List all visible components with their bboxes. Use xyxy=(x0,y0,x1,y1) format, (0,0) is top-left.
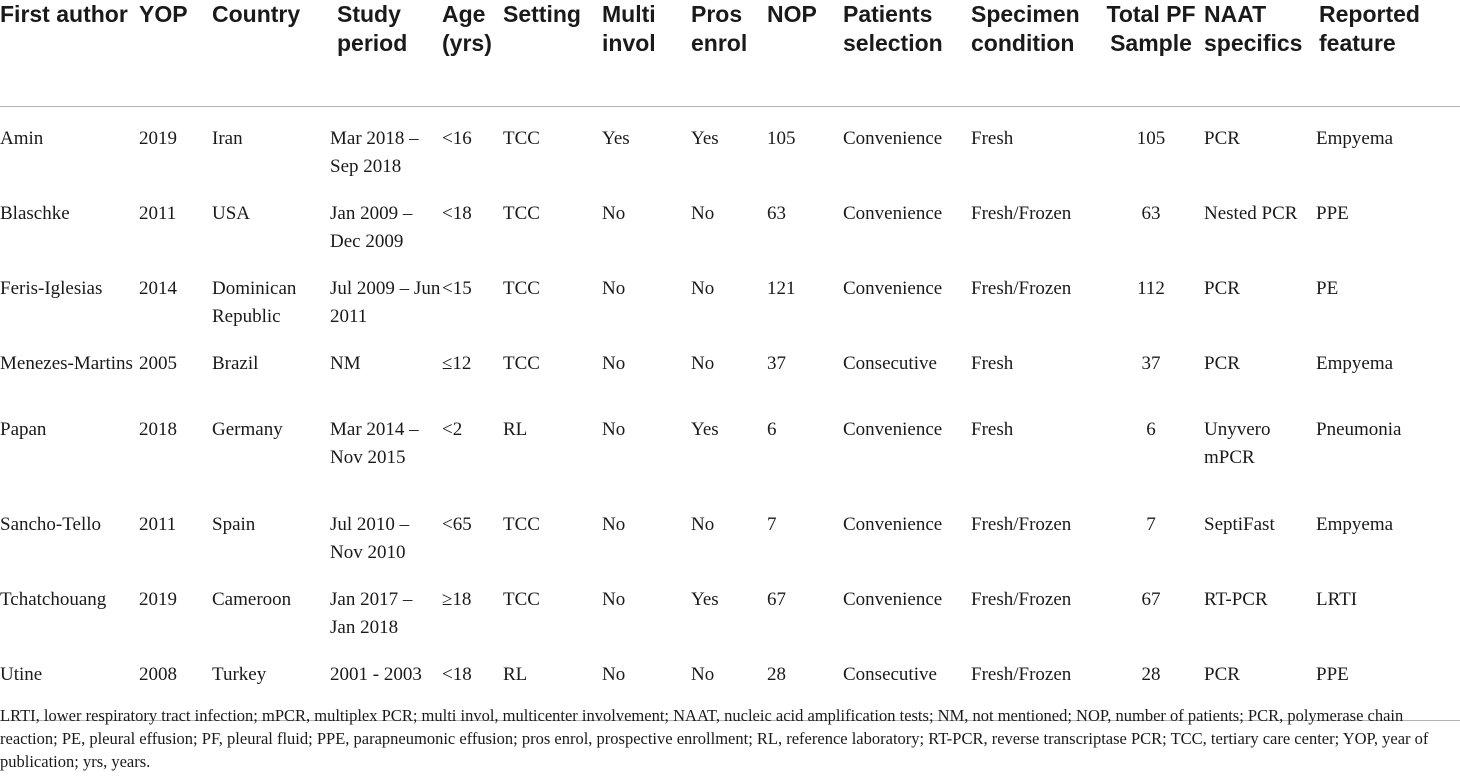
header-naat-specifics: NAAT specifics xyxy=(1204,0,1316,106)
cell-multi-invol: No xyxy=(602,202,626,224)
cell-age: <18 xyxy=(442,202,472,224)
cell-reported-feature: PE xyxy=(1316,277,1339,299)
cell-naat-specifics: PCR xyxy=(1204,277,1240,299)
cell-setting: TCC xyxy=(503,588,540,610)
cell-total-pf-sample: 28 xyxy=(1098,643,1204,721)
cell-reported-feature: LRTI xyxy=(1316,588,1358,610)
header-reported-feature: Reported feature xyxy=(1316,0,1460,106)
cell-yop: 2014 xyxy=(139,277,177,299)
cell-setting: TCC xyxy=(503,202,540,224)
cell-age: <2 xyxy=(442,418,463,440)
cell-yop: 2011 xyxy=(139,513,177,535)
header-setting: Setting xyxy=(503,0,602,106)
table-row xyxy=(0,398,1460,493)
header-country: Country xyxy=(212,0,330,106)
header-patients-selection: Patients selection xyxy=(843,0,971,106)
cell-specimen-condition: Fresh/Frozen xyxy=(971,513,1072,535)
cell-multi-invol: No xyxy=(602,277,626,299)
cell-yop: 2019 xyxy=(139,127,177,149)
cell-total-pf-sample: 63 xyxy=(1141,202,1161,224)
cell-nop: 105 xyxy=(767,127,796,149)
cell-patients-selection: Convenience xyxy=(843,588,943,610)
cell-multi-invol: No xyxy=(602,643,691,721)
cell-naat-specifics: SeptiFast xyxy=(1204,513,1275,535)
cell-reported-feature: Empyema xyxy=(1316,127,1394,149)
cell-country: Turkey xyxy=(212,643,330,721)
cell-study-period: Mar 2018 – Sep 2018 xyxy=(330,127,419,177)
cell-multi-invol: No xyxy=(602,588,626,610)
header-first-author: First author xyxy=(0,0,139,106)
cell-multi-invol: Yes xyxy=(602,127,630,149)
cell-yop: 2019 xyxy=(139,588,177,610)
cell-naat-specifics: RT-PCR xyxy=(1204,588,1268,610)
header-age: Age (yrs) xyxy=(442,0,503,106)
cell-pros-enrol: No xyxy=(691,202,715,224)
cell-setting: TCC xyxy=(503,352,540,374)
cell-patients-selection: Consecutive xyxy=(843,643,971,721)
cell-study-period: Jan 2009 – Dec 2009 xyxy=(330,202,413,252)
cell-total-pf-sample: 67 xyxy=(1141,588,1161,610)
cell-reported-feature: PPE xyxy=(1316,643,1460,721)
cell-reported-feature: Empyema xyxy=(1316,352,1394,374)
header-yop: YOP xyxy=(139,0,212,106)
header-total-pf-sample: Total PF Sample xyxy=(1098,0,1204,106)
cell-specimen-condition: Fresh/Frozen xyxy=(971,643,1098,721)
cell-setting: TCC xyxy=(503,513,540,535)
cell-total-pf-sample: 37 xyxy=(1141,352,1161,374)
cell-nop: 7 xyxy=(767,513,777,535)
cell-total-pf-sample: 105 xyxy=(1136,127,1166,149)
header-multi-invol: Multi invol xyxy=(602,0,691,106)
table-row xyxy=(0,257,1460,332)
cell-multi-invol: No xyxy=(602,352,626,374)
cell-pros-enrol: Yes xyxy=(691,418,719,440)
cell-patients-selection: Convenience xyxy=(843,513,943,535)
cell-country: Brazil xyxy=(212,352,259,374)
cell-naat-specifics: PCR xyxy=(1204,352,1240,374)
cell-first-author: Feris-Iglesias xyxy=(0,277,103,299)
cell-age: <65 xyxy=(442,513,472,535)
table-row xyxy=(0,182,1460,257)
header-pros-enrol: Pros enrol xyxy=(691,0,767,106)
cell-first-author: Tchatchouang xyxy=(0,588,107,610)
cell-country: Spain xyxy=(212,513,256,535)
cell-nop: 63 xyxy=(767,202,786,224)
cell-study-period: Jul 2009 – Jun 2011 xyxy=(330,277,441,327)
table-row xyxy=(0,332,1460,398)
cell-pros-enrol: No xyxy=(691,643,767,721)
cell-patients-selection: Convenience xyxy=(843,277,943,299)
header-nop: NOP xyxy=(767,0,843,106)
cell-first-author: Utine xyxy=(0,643,139,721)
cell-country: Dominican Republic xyxy=(212,277,297,327)
cell-reported-feature: PPE xyxy=(1316,202,1349,224)
cell-country: Cameroon xyxy=(212,588,292,610)
cell-nop: 67 xyxy=(767,588,786,610)
cell-total-pf-sample: 6 xyxy=(1146,418,1156,440)
cell-pros-enrol: Yes xyxy=(691,588,719,610)
cell-pros-enrol: No xyxy=(691,352,715,374)
cell-first-author: Menezes-Martins xyxy=(0,352,133,374)
cell-reported-feature: Pneumonia xyxy=(1316,418,1402,440)
cell-nop: 28 xyxy=(767,643,843,721)
table-row xyxy=(0,568,1460,643)
cell-country: USA xyxy=(212,202,251,224)
cell-patients-selection: Convenience xyxy=(843,127,943,149)
table-row xyxy=(0,106,1460,182)
cell-first-author: Blaschke xyxy=(0,202,70,224)
cell-yop: 2005 xyxy=(139,352,177,374)
cell-study-period: Jan 2017 – Jan 2018 xyxy=(330,588,413,638)
cell-specimen-condition: Fresh xyxy=(971,418,1014,440)
cell-country: Iran xyxy=(212,127,243,149)
cell-specimen-condition: Fresh xyxy=(971,352,1014,374)
cell-study-period: 2001 - 2003 xyxy=(330,643,442,721)
cell-specimen-condition: Fresh/Frozen xyxy=(971,202,1072,224)
cell-age: <18 xyxy=(442,643,503,721)
table-row xyxy=(0,493,1460,568)
cell-pros-enrol: Yes xyxy=(691,127,719,149)
cell-first-author: Papan xyxy=(0,418,47,440)
cell-naat-specifics: PCR xyxy=(1204,643,1316,721)
header-row xyxy=(0,0,1460,106)
cell-pros-enrol: No xyxy=(691,513,715,535)
cell-age: <16 xyxy=(442,127,472,149)
cell-age: ≤12 xyxy=(442,352,472,374)
table-footnote: LRTI, lower respiratory tract infection; mPCR, multiplex PCR; multi invol, multicenter involvement; NAAT, nucleic acid amplification tests; NM, not mentioned; NOP, number of patients; PCR, polymerase chain reaction; PE, pleural effusion; PF, pleural fluid; PPE, parapneumonic effusion; pros enrol, prospective enrollment; RL, reference laboratory; RT-PCR, reverse transcriptase PCR; TCC, tertiary care center; YOP, year of publication; yrs, years. xyxy=(0,706,1429,771)
cell-naat-specifics: Nested PCR xyxy=(1204,202,1298,224)
cell-multi-invol: No xyxy=(602,418,626,440)
cell-age: ≥18 xyxy=(442,588,472,610)
cell-first-author: Amin xyxy=(0,127,44,149)
cell-nop: 6 xyxy=(767,418,777,440)
cell-yop: 2008 xyxy=(139,643,212,721)
cell-specimen-condition: Fresh xyxy=(971,127,1014,149)
cell-yop: 2011 xyxy=(139,202,177,224)
cell-setting: TCC xyxy=(503,277,540,299)
cell-total-pf-sample: 112 xyxy=(1137,277,1165,299)
header-specimen-condition: Specimen condition xyxy=(971,0,1098,106)
cell-study-period: Jul 2010 – Nov 2010 xyxy=(330,513,410,563)
cell-nop: 37 xyxy=(767,352,786,374)
cell-yop: 2018 xyxy=(139,418,177,440)
cell-setting: TCC xyxy=(503,127,540,149)
cell-specimen-condition: Fresh/Frozen xyxy=(971,277,1072,299)
cell-setting: RL xyxy=(503,643,602,721)
cell-specimen-condition: Fresh/Frozen xyxy=(971,588,1072,610)
cell-naat-specifics: Unyvero mPCR xyxy=(1204,418,1271,468)
cell-setting: RL xyxy=(503,418,528,440)
cell-age: <15 xyxy=(442,277,472,299)
cell-nop: 121 xyxy=(767,277,796,299)
cell-study-period: NM xyxy=(330,352,361,374)
cell-first-author: Sancho-Tello xyxy=(0,513,102,535)
cell-study-period: Mar 2014 – Nov 2015 xyxy=(330,418,419,468)
header-study-period: Study period xyxy=(330,0,442,106)
cell-patients-selection: Convenience xyxy=(843,418,943,440)
cell-total-pf-sample: 7 xyxy=(1146,513,1156,535)
cell-pros-enrol: No xyxy=(691,277,715,299)
cell-country: Germany xyxy=(212,418,283,440)
cell-naat-specifics: PCR xyxy=(1204,127,1240,149)
cell-multi-invol: No xyxy=(602,513,626,535)
cell-patients-selection: Consecutive xyxy=(843,352,937,374)
cell-patients-selection: Convenience xyxy=(843,202,943,224)
cell-reported-feature: Empyema xyxy=(1316,513,1394,535)
